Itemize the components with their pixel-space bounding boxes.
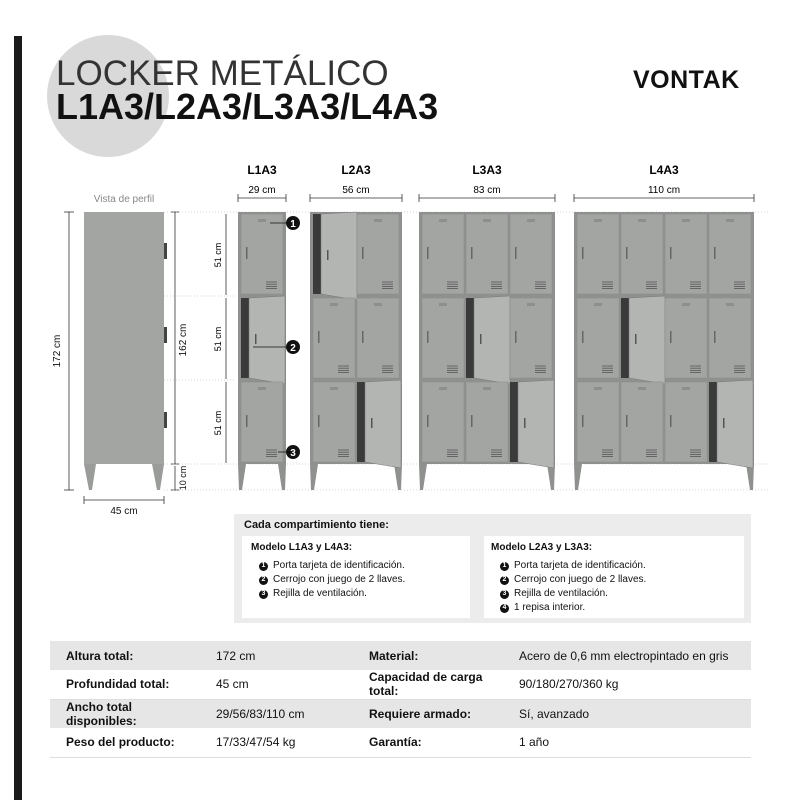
id-card-holder xyxy=(330,303,338,306)
door-lock xyxy=(626,247,628,259)
profile-hinge xyxy=(164,412,167,428)
card-l1a3-l4a3 xyxy=(242,536,470,618)
door-lock xyxy=(318,331,320,343)
door-handle xyxy=(723,418,725,428)
depth-label: 45 cm xyxy=(110,506,138,517)
open-door xyxy=(717,380,753,468)
door-lock xyxy=(427,331,429,343)
locker-l4a3 xyxy=(574,163,754,490)
id-card-holder xyxy=(527,303,535,306)
door-lock xyxy=(670,415,672,427)
width-label: 56 cm xyxy=(342,185,370,196)
id-card-holder xyxy=(439,219,447,222)
width-label: 83 cm xyxy=(473,185,501,196)
compartment-height-label: 51 cm xyxy=(213,242,223,268)
door-lock xyxy=(670,331,672,343)
id-card-holder xyxy=(594,219,602,222)
model-name: L2A3 xyxy=(341,163,371,177)
id-card-holder xyxy=(682,387,690,390)
id-card-holder xyxy=(330,387,338,390)
profile-leg-right xyxy=(152,464,164,490)
id-card-holder xyxy=(374,303,382,306)
width-label: 29 cm xyxy=(248,185,276,196)
table-row: Profundidad total: 45 cm Capacidad de carga total: 90/180/270/360 kg xyxy=(50,670,751,699)
door-lock xyxy=(471,415,473,427)
svg-text:3: 3 xyxy=(290,448,296,459)
locker-l3a3 xyxy=(419,163,555,490)
leg xyxy=(278,464,286,490)
feature-list xyxy=(259,559,405,601)
list-item: 1 Porta tarjeta de identificación. xyxy=(500,559,646,573)
door-lock xyxy=(515,331,517,343)
id-card-holder xyxy=(374,219,382,222)
list-item: 1 Porta tarjeta de identificación. xyxy=(259,559,405,573)
door-lock xyxy=(246,415,248,427)
open-door xyxy=(249,296,285,384)
list-item: 3 Rejilla de ventilación. xyxy=(259,587,405,601)
id-card-holder xyxy=(439,387,447,390)
width-label: 110 cm xyxy=(647,185,681,196)
model-name: L3A3 xyxy=(472,163,502,177)
body-height-label: 162 cm xyxy=(178,323,189,357)
id-card-holder xyxy=(439,303,447,306)
door-handle xyxy=(371,418,373,428)
compartment-height-dims xyxy=(213,214,226,463)
id-card-holder xyxy=(726,303,734,306)
door-lock xyxy=(714,331,716,343)
leg xyxy=(238,464,246,490)
profile-hinge xyxy=(164,243,167,259)
front-views xyxy=(238,163,754,490)
table-row: Altura total: 172 cm Material: Acero de 0,6 mm electropintado en gris xyxy=(50,641,751,670)
compartment-height-label: 51 cm xyxy=(213,410,223,436)
door-handle xyxy=(635,334,637,344)
door-lock xyxy=(670,247,672,259)
door-lock xyxy=(362,331,364,343)
open-door xyxy=(474,296,510,384)
door-lock xyxy=(318,415,320,427)
id-card-holder xyxy=(682,219,690,222)
profile-view-label: Vista de perfil xyxy=(93,194,155,205)
id-card-holder xyxy=(638,387,646,390)
id-card-holder xyxy=(726,219,734,222)
id-card-holder xyxy=(594,387,602,390)
profile-locker xyxy=(84,212,167,490)
total-height-label: 172 cm xyxy=(52,334,63,368)
open-door xyxy=(518,380,554,468)
id-card-holder xyxy=(483,219,491,222)
list-item: 2 Cerrojo con juego de 2 llaves. xyxy=(259,573,405,587)
list-item: 3 Rejilla de ventilación. xyxy=(500,587,646,601)
id-card-holder xyxy=(638,219,646,222)
door-lock xyxy=(471,247,473,259)
leg xyxy=(310,464,318,490)
title-line-2: L1A3/L2A3/L3A3/L4A3 xyxy=(56,86,439,127)
door-handle xyxy=(327,250,329,260)
door-handle xyxy=(255,334,257,344)
door-lock xyxy=(427,415,429,427)
card-title: Modelo L1A3 y L4A3: xyxy=(251,542,353,553)
door-lock xyxy=(714,247,716,259)
svg-text:1: 1 xyxy=(290,219,296,230)
open-door xyxy=(629,296,665,384)
model-name: L4A3 xyxy=(649,163,679,177)
door-lock xyxy=(515,247,517,259)
list-item: 2 Cerrojo con juego de 2 llaves. xyxy=(500,573,646,587)
brand-logo: VONTAK xyxy=(633,66,740,94)
locker-l1a3 xyxy=(238,163,286,490)
specs-table xyxy=(50,641,751,758)
door-lock xyxy=(582,331,584,343)
profile-hinge xyxy=(164,327,167,343)
door-lock xyxy=(626,415,628,427)
door-lock xyxy=(582,247,584,259)
profile-body xyxy=(84,212,164,464)
title-line-1: LOCKER METÁLICO xyxy=(56,54,389,93)
leg xyxy=(419,464,427,490)
locker-l2a3 xyxy=(310,163,402,490)
leg-height-label: 10 cm xyxy=(178,465,188,491)
door-lock xyxy=(246,247,248,259)
card-l2a3-l3a3 xyxy=(484,536,744,618)
compartment-height-label: 51 cm xyxy=(213,326,223,352)
compartments-heading: Cada compartimiento tiene: xyxy=(244,519,389,531)
door-lock xyxy=(362,247,364,259)
svg-text:2: 2 xyxy=(290,343,296,354)
table-row: Ancho total disponibles: 29/56/83/110 cm Requiere armado: Sí, avanzado xyxy=(50,699,751,728)
leg xyxy=(574,464,582,490)
card-title: Modelo L2A3 y L3A3: xyxy=(491,542,593,553)
table-row: Peso del producto: 17/33/47/54 kg Garantía: 1 año xyxy=(50,728,751,757)
feature-list xyxy=(500,559,646,615)
open-door xyxy=(321,212,357,300)
id-card-holder xyxy=(682,303,690,306)
id-card-holder xyxy=(258,387,266,390)
list-item: 4 1 repisa interior. xyxy=(500,601,646,615)
id-card-holder xyxy=(258,219,266,222)
id-card-holder xyxy=(594,303,602,306)
model-name: L1A3 xyxy=(247,163,277,177)
door-lock xyxy=(427,247,429,259)
profile-leg-left xyxy=(84,464,96,490)
id-card-holder xyxy=(527,219,535,222)
door-handle xyxy=(480,334,482,344)
door-handle xyxy=(524,418,526,428)
open-door xyxy=(365,380,401,468)
id-card-holder xyxy=(483,387,491,390)
door-lock xyxy=(582,415,584,427)
